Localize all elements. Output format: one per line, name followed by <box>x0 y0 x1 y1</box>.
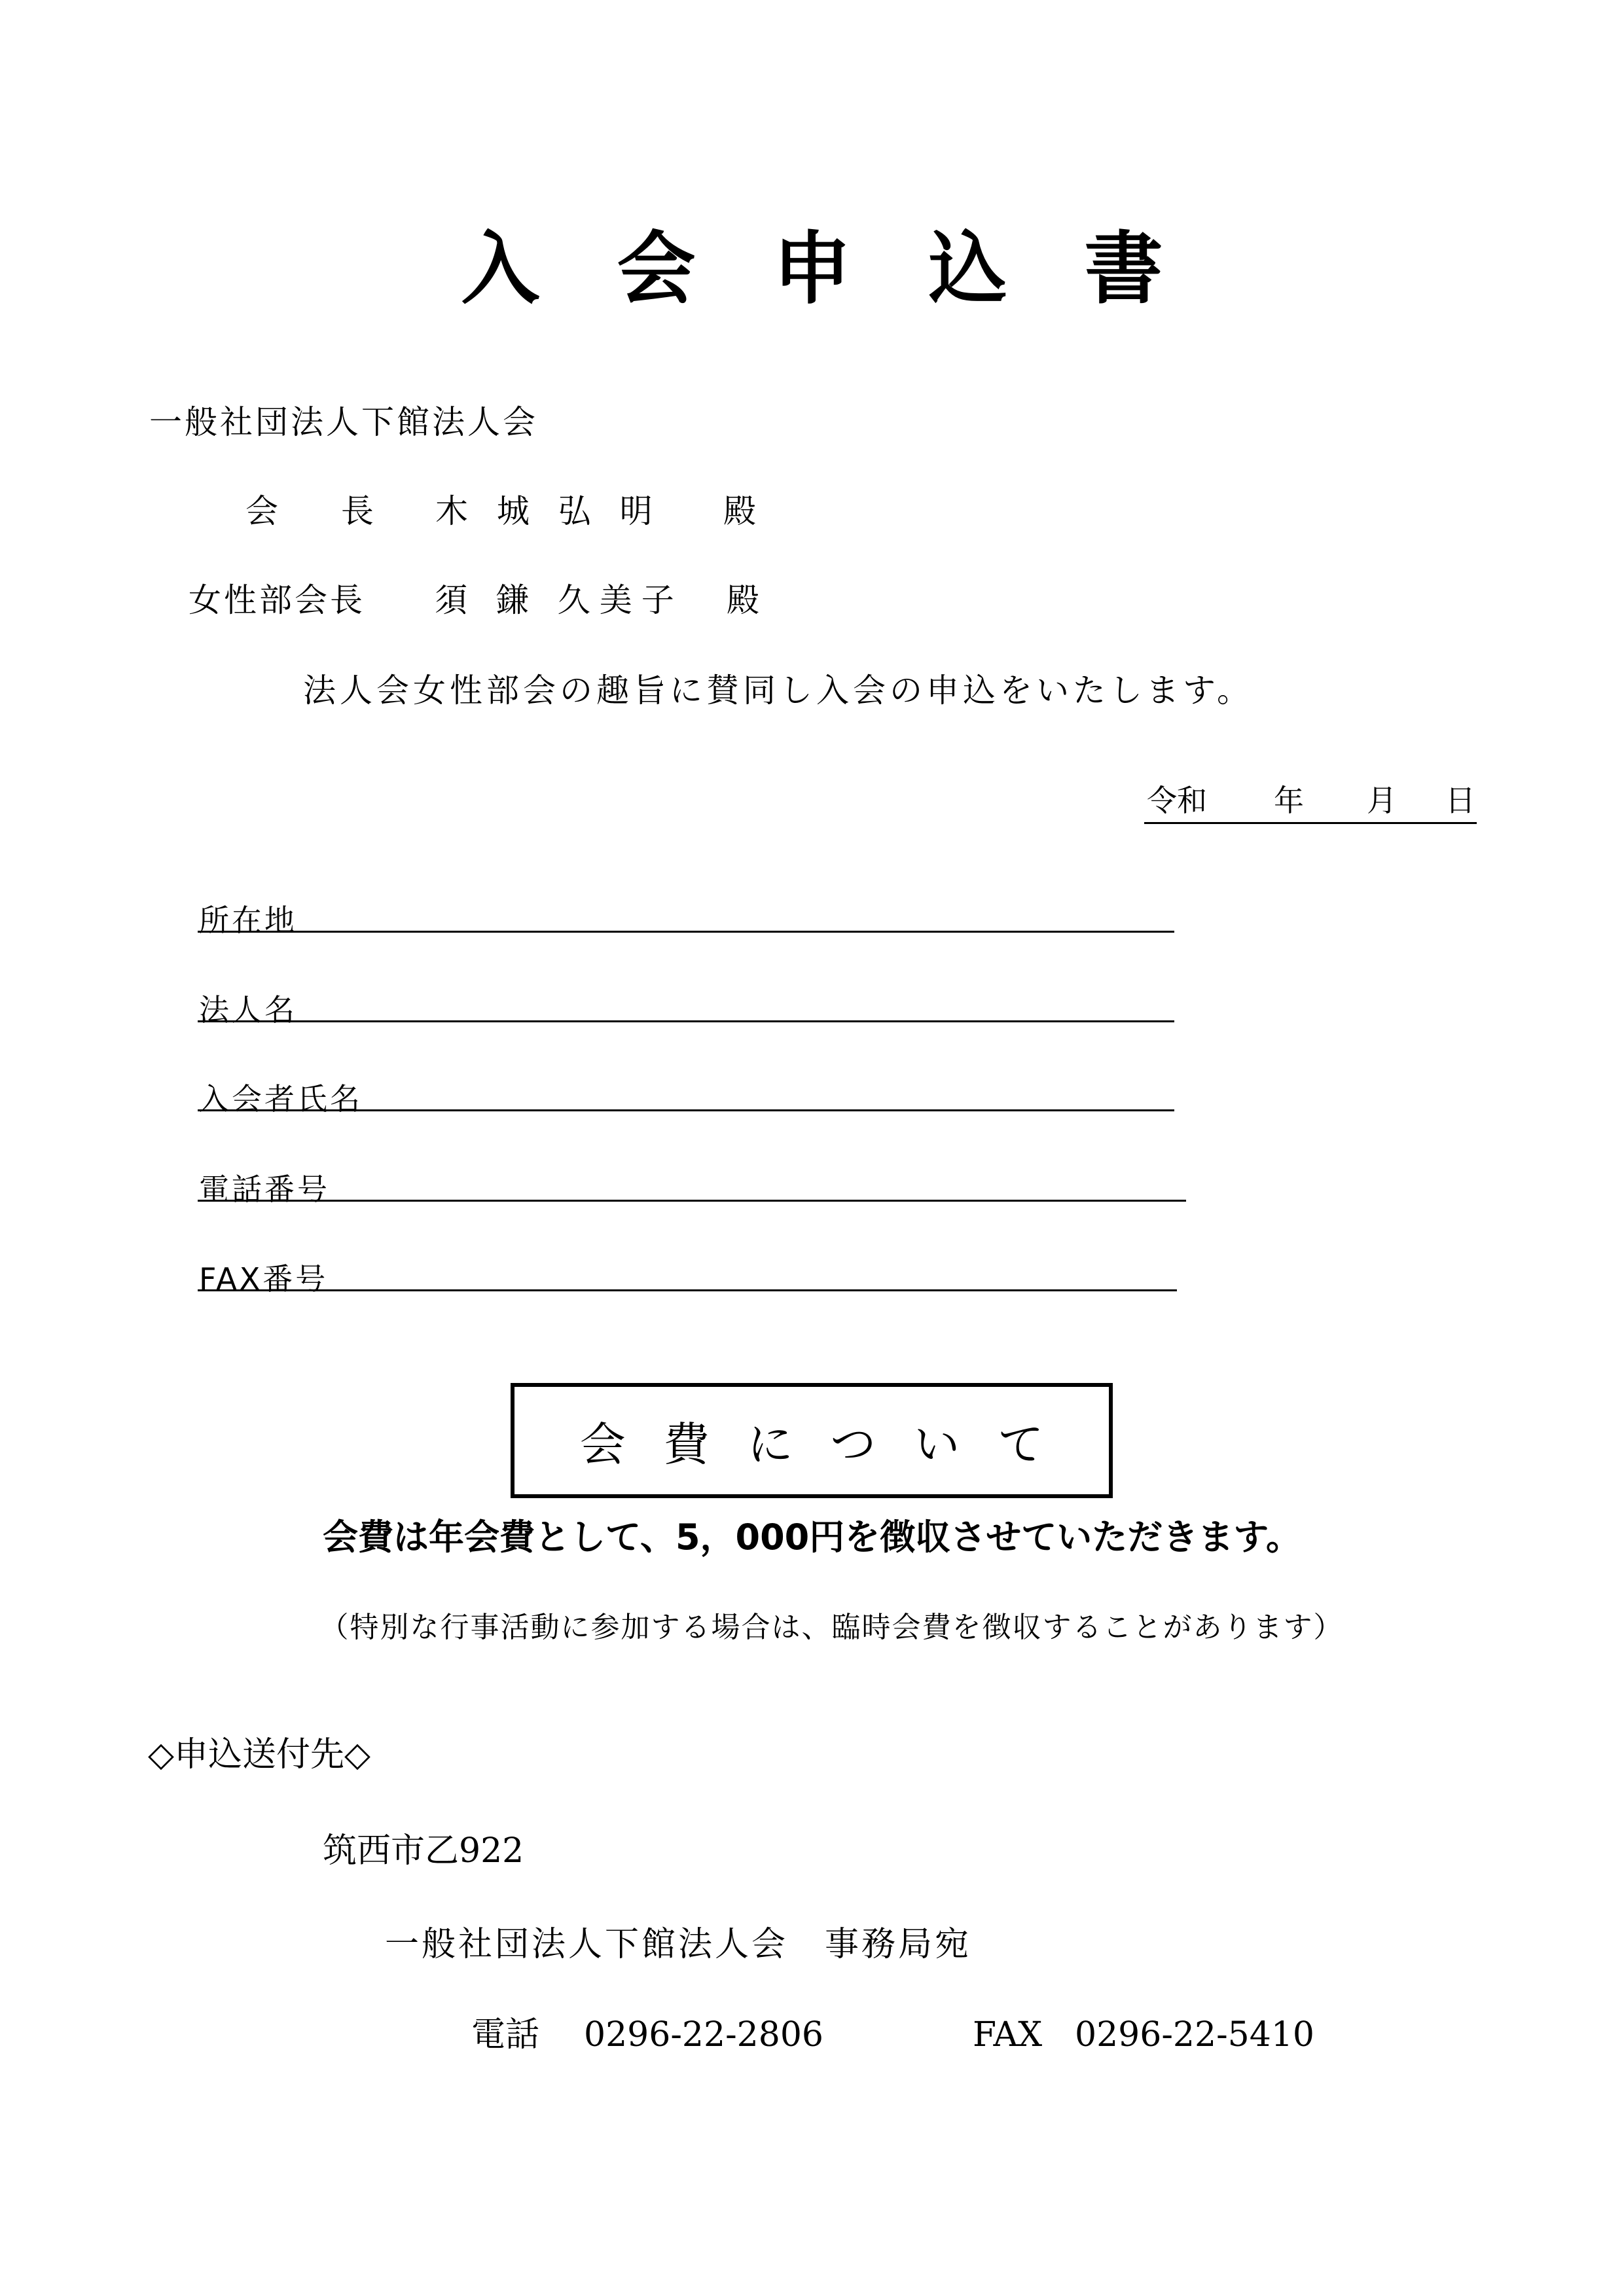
intro-statement: 法人会女性部会の趣旨に賛同し入会の申込をいたします。 <box>303 672 1254 709</box>
president-honorific: 殿 <box>723 492 756 530</box>
phone-label: 電話番号 <box>199 1172 330 1207</box>
president-name: 木 城 弘 明 <box>435 492 662 530</box>
location-field[interactable] <box>198 893 1174 938</box>
send-to-contact <box>471 2015 1314 2054</box>
phone-field[interactable] <box>198 1162 1186 1207</box>
women-head-line <box>189 581 759 619</box>
member-name-field[interactable] <box>198 1071 1174 1117</box>
fax-field[interactable] <box>198 1251 1177 1297</box>
send-phone: 0296-22-2806 <box>584 2015 823 2054</box>
women-head-title: 女性部会長 <box>189 581 365 619</box>
page-title: 入会申込書 <box>461 224 1240 315</box>
women-head-honorific: 殿 <box>727 581 759 619</box>
send-to-header: ◇申込送付先◇ <box>148 1735 370 1774</box>
fee-note: （特別な行事活動に参加する場合は、臨時会費を徴収することがあります） <box>319 1611 1344 1644</box>
date-month: 月 <box>1367 783 1397 818</box>
date-line[interactable] <box>1144 781 1477 824</box>
president-line <box>245 492 756 530</box>
date-year: 年 <box>1274 783 1304 818</box>
fee-statement: 会費は年会費として、5，000円を徴収させていただきます。 <box>323 1516 1301 1558</box>
send-fax-label: FAX <box>973 2015 1043 2054</box>
fax-label: FAX番号 <box>199 1261 329 1297</box>
women-head-name: 須 鎌 久美子 <box>435 581 683 619</box>
president-title: 会 長 <box>245 492 400 530</box>
company-name-field[interactable] <box>198 982 1174 1028</box>
send-fax: 0296-22-5410 <box>1075 2015 1314 2054</box>
recipient-organization: 一般社団法人下館法人会 <box>149 403 538 441</box>
send-to-address: 筑西市乙922 <box>323 1831 524 1871</box>
date-era: 令和 <box>1147 783 1207 818</box>
send-to-organization: 一般社団法人下館法人会 事務局宛 <box>385 1925 972 1964</box>
date-day: 日 <box>1445 783 1475 818</box>
company-name-label: 法人名 <box>199 992 297 1028</box>
fee-box <box>511 1383 1113 1498</box>
fee-box-title: 会費について <box>579 1417 1082 1471</box>
member-name-label: 入会者氏名 <box>199 1081 363 1117</box>
send-phone-label: 電話 <box>471 2015 540 2054</box>
location-label: 所在地 <box>199 903 297 938</box>
